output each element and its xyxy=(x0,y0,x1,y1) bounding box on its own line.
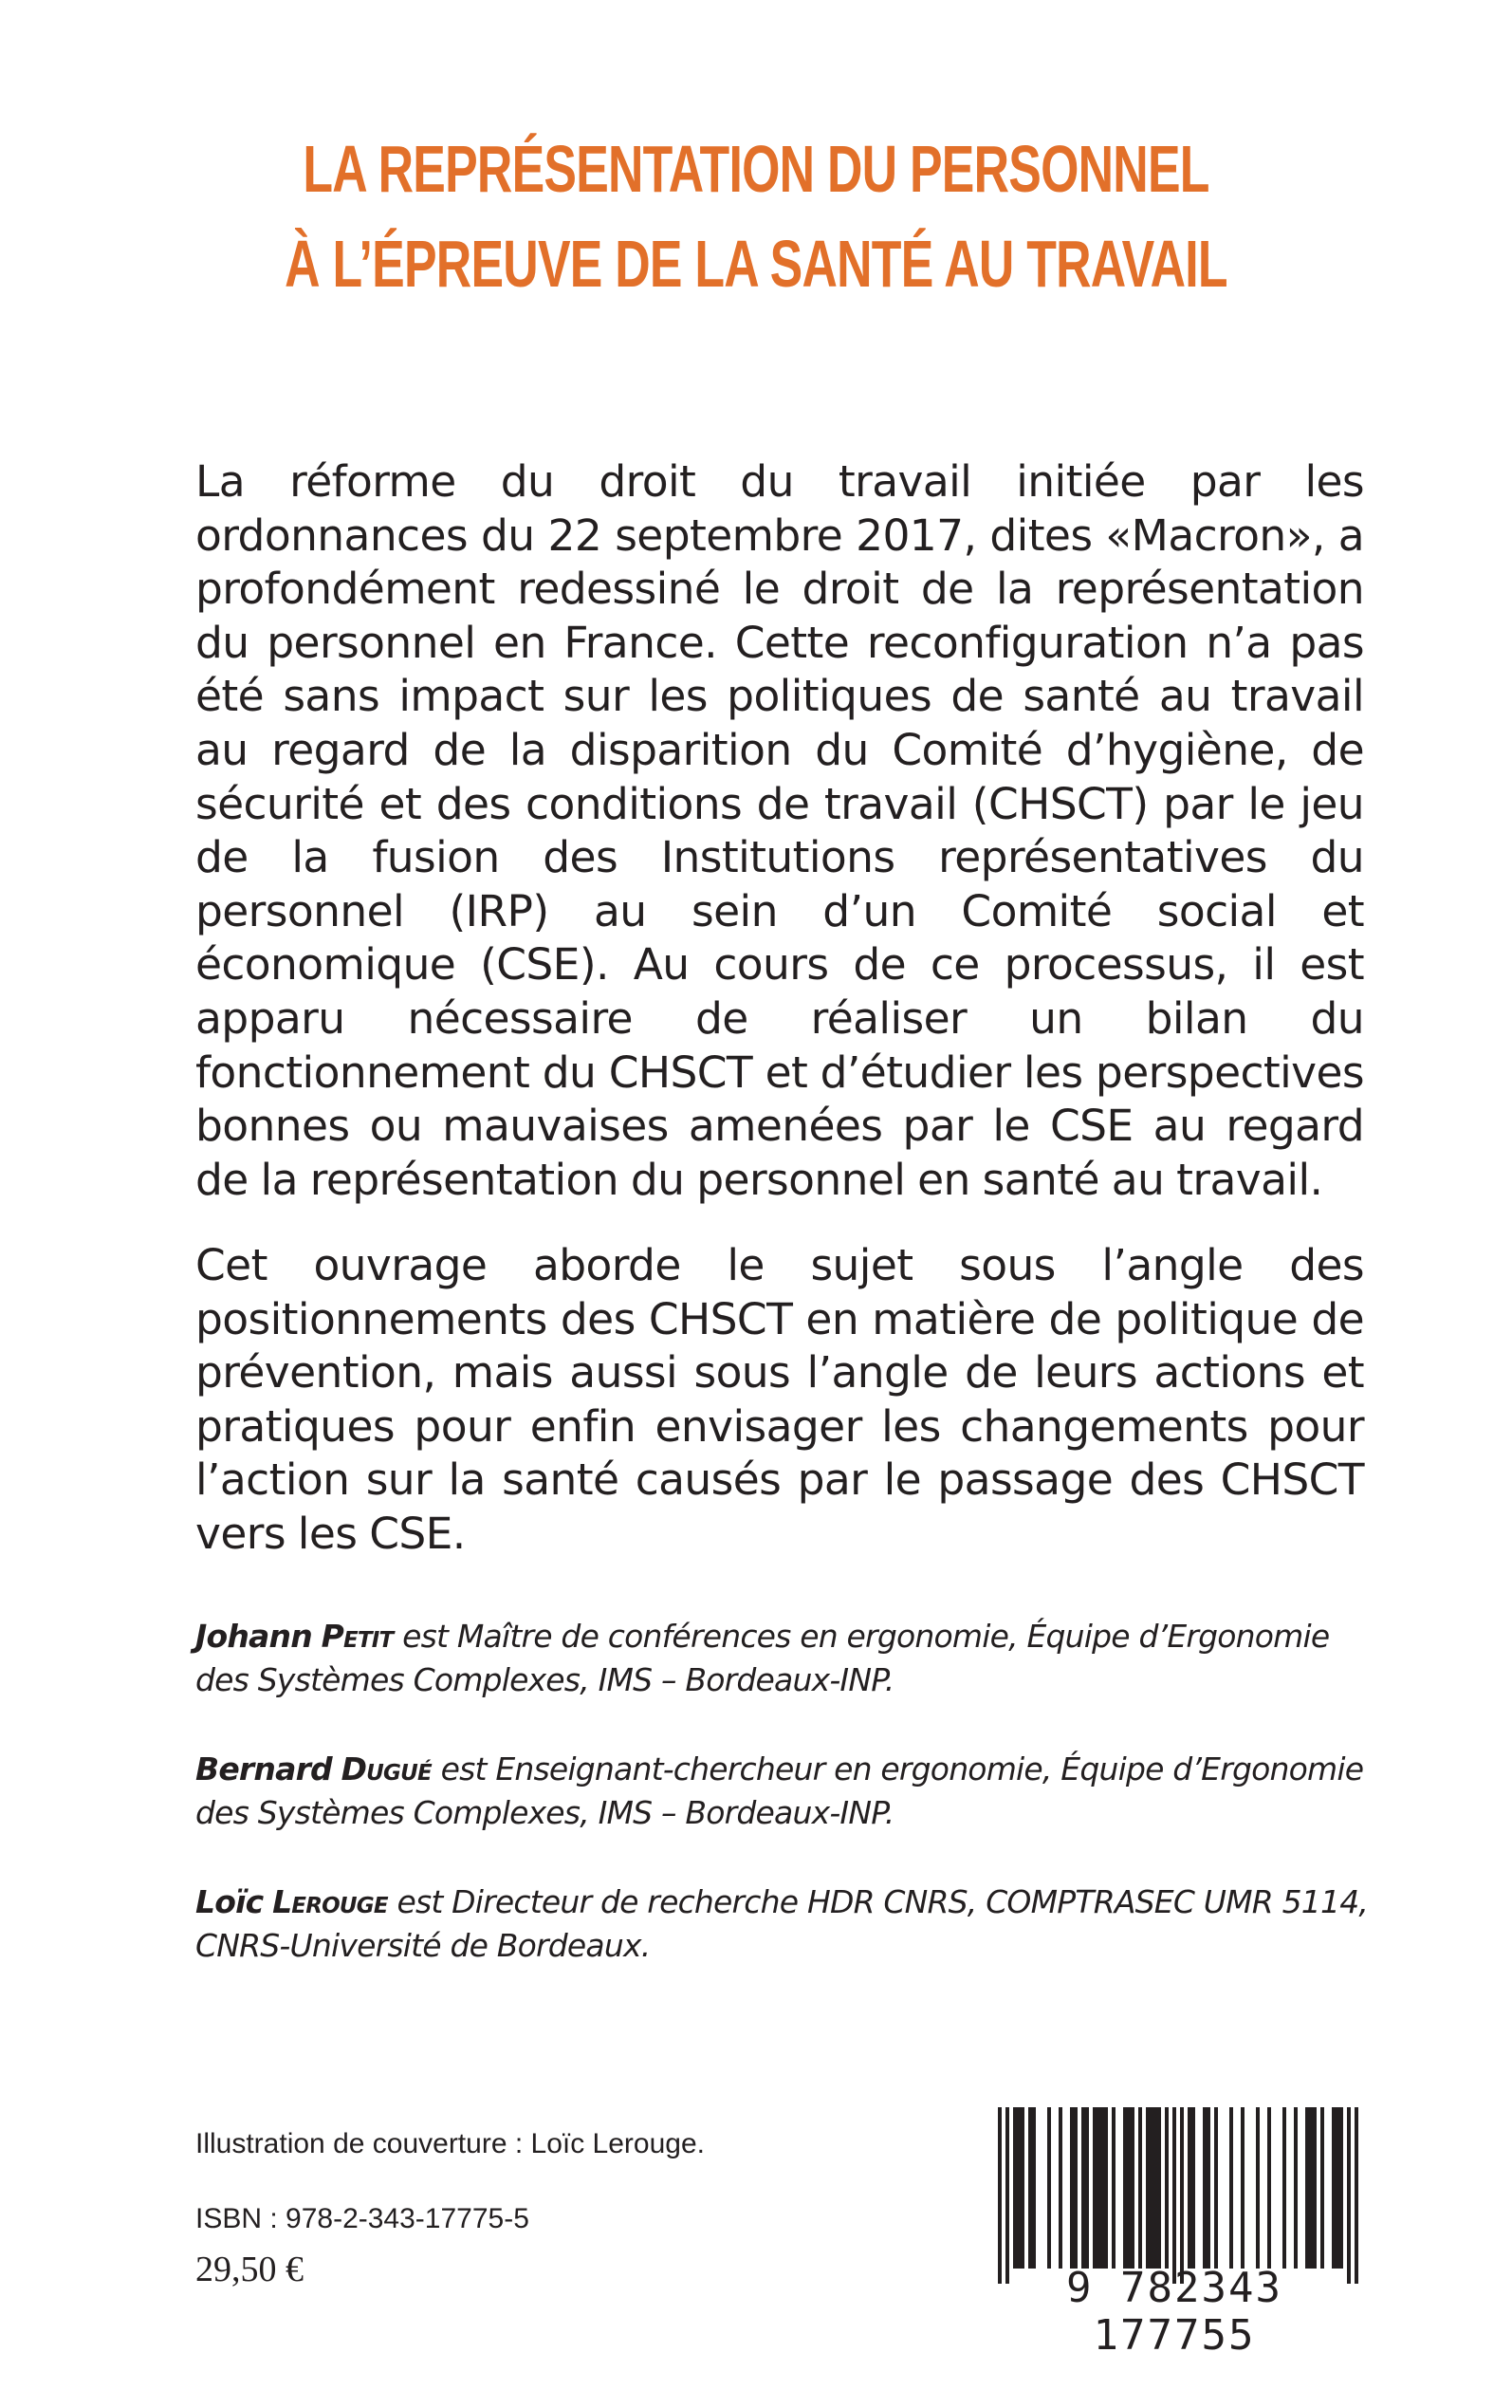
barcode-bar-15 xyxy=(1180,2107,1184,2284)
barcode-bar-10 xyxy=(1123,2107,1134,2269)
author-first-name: Loïc xyxy=(195,1883,264,1920)
barcode-bar-28 xyxy=(1347,2107,1351,2284)
isbn-label: ISBN : 978-2-343-17775-5 xyxy=(195,2203,529,2234)
barcode xyxy=(985,2105,1364,2360)
barcode-digits: 9 782343 177755 xyxy=(1066,2264,1282,2360)
barcode-bar-20 xyxy=(1241,2107,1245,2269)
barcode-bar-7 xyxy=(1081,2107,1089,2269)
barcode-bar-23 xyxy=(1282,2107,1286,2269)
author-last-name: Lerouge xyxy=(272,1883,388,1920)
book-title xyxy=(196,121,1316,311)
summary-paragraph-2: Cet ouvrage aborde le sujet sous l’angle des positionnements des CHSCT en matière de politique de prévention, mais aussi sous l’angle de leurs actions et pratiques pour enfin envisager les changements pour l’action sur la santé causés par le passage des CHSCT vers les CSE. xyxy=(195,1240,1364,1559)
author-bio-text: est Directeur de recherche HDR CNRS, COMPTRASEC UMR 5114, CNRS-Université de Bordeaux. xyxy=(195,1883,1369,1964)
summary-paragraph-1: La réforme du droit du travail initiée par les ordonnances du 22 septembre 2017, dites «Macron», a profondément redessiné le droit de la représentation du personnel en France. Cette reconfiguration n’a pas été sans impact sur les politiques de santé au travail au regard de la disparition du Comité d’hygiène, de sécurité et des conditions de travail (CHSCT) par le jeu de la fusion des Institutions représentatives du personnel (IRP) au sein d’un Comité social et économique (CSE). Au cours de ce processus, il est apparu nécessaire de réaliser un bilan du fonctionnement du CHSCT et d’étudier les perspectives bonnes ou mauvaises amenées par le CSE au regard de la représentation du personnel en santé au travail. xyxy=(195,456,1364,1205)
author-bios xyxy=(195,1615,1372,1975)
barcode-bar-6 xyxy=(1070,2107,1078,2269)
barcode-bar-19 xyxy=(1229,2107,1233,2269)
barcode-bar-21 xyxy=(1256,2107,1260,2269)
barcode-bar-14 xyxy=(1172,2107,1176,2284)
barcode-bar-24 xyxy=(1294,2107,1298,2269)
author-first-name: Bernard xyxy=(195,1750,332,1787)
barcode-bar-8 xyxy=(1093,2107,1108,2269)
barcode-bar-13 xyxy=(1165,2107,1169,2269)
barcode-bar-18 xyxy=(1214,2107,1218,2269)
barcode-bar-26 xyxy=(1320,2107,1324,2269)
barcode-bar-4 xyxy=(1047,2107,1051,2269)
author-bio-text: est Maître de conférences en ergonomie, Équipe d’Ergonomie des Systèmes Complexes, IMS – Bordeaux-INP. xyxy=(195,1618,1330,1698)
author-last-name: Dugué xyxy=(341,1750,432,1787)
author-bio-3 xyxy=(195,1880,1372,1968)
barcode-bar-16 xyxy=(1188,2107,1195,2269)
cover-illustration-credit: Illustration de couverture : Loïc Lerouge. xyxy=(195,2128,705,2159)
barcode-bar-12 xyxy=(1146,2107,1161,2269)
book-title-line-2: À L’ÉPREUVE DE LA SANTÉ AU TRAVAIL xyxy=(285,227,1227,301)
price-label: 29,50 € xyxy=(195,2250,304,2289)
barcode-bar-29 xyxy=(1355,2107,1358,2284)
barcode-bar-25 xyxy=(1305,2107,1317,2269)
author-first-name: Johann xyxy=(195,1618,312,1655)
barcode-bar-11 xyxy=(1138,2107,1142,2269)
barcode-bar-9 xyxy=(1112,2107,1116,2269)
author-last-name: Petit xyxy=(321,1618,394,1655)
barcode-bar-5 xyxy=(1059,2107,1062,2269)
barcode-bar-27 xyxy=(1332,2107,1343,2269)
book-title-line-1: LA REPRÉSENTATION DU PERSONNEL xyxy=(303,132,1209,206)
author-bio-1 xyxy=(195,1615,1372,1702)
author-bio-text: est Enseignant-chercheur en ergonomie, Équipe d’Ergonomie des Systèmes Complexes, IMS – Bordeaux-INP. xyxy=(195,1750,1364,1831)
barcode-bar-1 xyxy=(1005,2107,1009,2284)
barcode-bar-2 xyxy=(1013,2107,1024,2269)
barcode-bar-0 xyxy=(998,2107,1002,2284)
barcode-bar-22 xyxy=(1267,2107,1271,2269)
barcode-bar-17 xyxy=(1203,2107,1210,2269)
barcode-bar-3 xyxy=(1028,2107,1036,2269)
author-bio-2 xyxy=(195,1748,1372,1835)
